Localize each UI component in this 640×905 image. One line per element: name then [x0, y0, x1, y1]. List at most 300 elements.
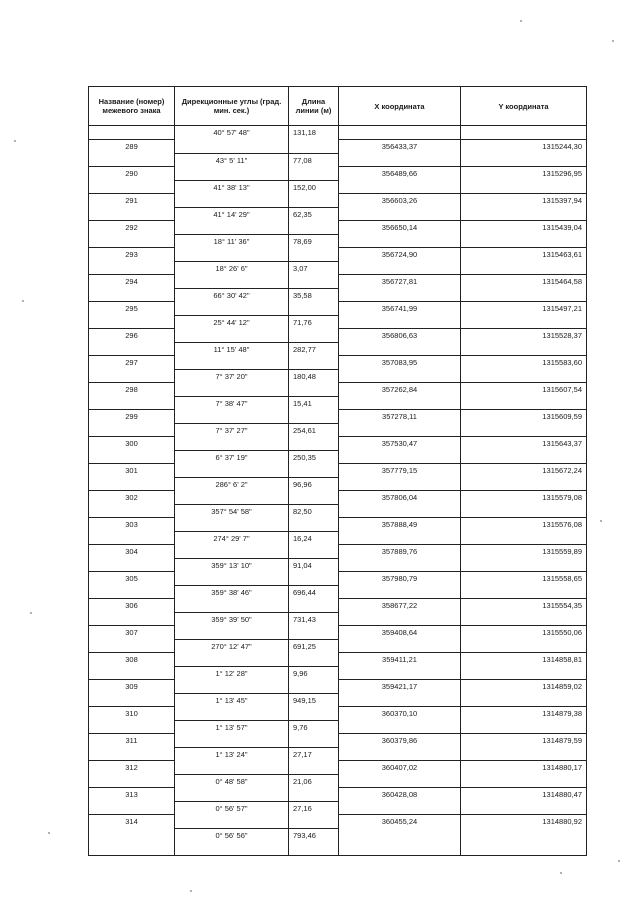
- line-length-cell: 82,50: [289, 504, 339, 518]
- empty-cell: [289, 626, 339, 640]
- y-coordinate-cell: 1315554,35: [461, 599, 587, 613]
- empty-cell: [339, 261, 461, 275]
- empty-cell: [175, 599, 289, 613]
- scan-speck: [14, 140, 16, 142]
- table-row: [89, 761, 587, 775]
- empty-cell: [175, 140, 289, 154]
- empty-cell: [461, 261, 587, 275]
- empty-cell: [89, 666, 175, 680]
- empty-cell: [175, 653, 289, 667]
- mark-name-cell: 290: [89, 167, 175, 181]
- x-coordinate-cell: 357806,04: [339, 491, 461, 505]
- empty-cell: [289, 410, 339, 424]
- line-length-cell: 96,96: [289, 477, 339, 491]
- y-coordinate-cell: 1314880,17: [461, 761, 587, 775]
- line-length-cell: 282,77: [289, 342, 339, 356]
- line-length-cell: 27,16: [289, 801, 339, 815]
- x-coordinate-cell: 357530,47: [339, 437, 461, 451]
- x-coordinate-cell: 360379,86: [339, 734, 461, 748]
- header-x-coordinate: X координата: [339, 87, 461, 126]
- mark-name-cell: 310: [89, 707, 175, 721]
- mark-name-cell: 293: [89, 248, 175, 262]
- table-row: [89, 585, 587, 599]
- empty-cell: [89, 801, 175, 815]
- direction-angle-cell: 359° 39' 50": [175, 612, 289, 626]
- empty-cell: [175, 410, 289, 424]
- table-row: [89, 423, 587, 437]
- empty-cell: [339, 558, 461, 572]
- table-row: [89, 572, 587, 586]
- x-coordinate-cell: 359411,21: [339, 653, 461, 667]
- empty-cell: [289, 302, 339, 316]
- direction-angle-cell: 18° 11' 36": [175, 234, 289, 248]
- x-coordinate-cell: 356650,14: [339, 221, 461, 235]
- scan-speck: [612, 40, 614, 42]
- header-line-length: Длина линии (м): [289, 87, 339, 126]
- line-length-cell: 3,07: [289, 261, 339, 275]
- empty-cell: [339, 369, 461, 383]
- scan-speck: [600, 520, 602, 522]
- table-row: [89, 680, 587, 694]
- x-coordinate-cell: 357779,15: [339, 464, 461, 478]
- empty-cell: [461, 842, 587, 856]
- empty-cell: [289, 734, 339, 748]
- empty-cell: [461, 342, 587, 356]
- table-row: [89, 653, 587, 667]
- line-length-cell: 131,18: [289, 126, 339, 140]
- y-coordinate-cell: 1315583,60: [461, 356, 587, 370]
- empty-cell: [89, 342, 175, 356]
- empty-cell: [461, 315, 587, 329]
- empty-cell: [89, 477, 175, 491]
- y-coordinate-cell: 1315439,04: [461, 221, 587, 235]
- x-coordinate-cell: 358677,22: [339, 599, 461, 613]
- empty-cell: [461, 288, 587, 302]
- scan-speck: [618, 860, 620, 862]
- table-row: [89, 545, 587, 559]
- empty-cell: [339, 747, 461, 761]
- direction-angle-cell: 1° 12' 28": [175, 666, 289, 680]
- empty-cell: [289, 194, 339, 208]
- x-coordinate-cell: 356741,99: [339, 302, 461, 316]
- direction-angle-cell: 43° 5' 11": [175, 153, 289, 167]
- empty-cell: [89, 369, 175, 383]
- x-coordinate-cell: 356727,81: [339, 275, 461, 289]
- y-coordinate-cell: 1315579,08: [461, 491, 587, 505]
- table-row: [89, 167, 587, 181]
- empty-cell: [175, 329, 289, 343]
- line-length-cell: 27,17: [289, 747, 339, 761]
- mark-name-cell: 313: [89, 788, 175, 802]
- empty-cell: [175, 707, 289, 721]
- table-row: [89, 437, 587, 451]
- direction-angle-cell: 0° 56' 57": [175, 801, 289, 815]
- empty-cell: [461, 612, 587, 626]
- table-row: [89, 707, 587, 721]
- line-length-cell: 696,44: [289, 585, 339, 599]
- direction-angle-cell: 274° 29' 7": [175, 531, 289, 545]
- empty-cell: [461, 477, 587, 491]
- table-row: [89, 140, 587, 154]
- empty-cell: [461, 396, 587, 410]
- table-row: [89, 207, 587, 221]
- direction-angle-cell: 11° 15' 48": [175, 342, 289, 356]
- empty-cell: [461, 531, 587, 545]
- empty-cell: [175, 167, 289, 181]
- empty-cell: [339, 234, 461, 248]
- direction-angle-cell: 25° 44' 12": [175, 315, 289, 329]
- table-row: [89, 180, 587, 194]
- empty-cell: [175, 221, 289, 235]
- empty-cell: [461, 153, 587, 167]
- table-row: [89, 720, 587, 734]
- empty-cell: [339, 396, 461, 410]
- empty-cell: [289, 491, 339, 505]
- table-row: [89, 329, 587, 343]
- mark-name-cell: 295: [89, 302, 175, 316]
- mark-name-cell: 311: [89, 734, 175, 748]
- empty-cell: [175, 815, 289, 829]
- x-coordinate-cell: 360428,08: [339, 788, 461, 802]
- x-coordinate-cell: 357278,11: [339, 410, 461, 424]
- x-coordinate-cell: 360455,24: [339, 815, 461, 829]
- empty-cell: [461, 666, 587, 680]
- table-body: [89, 126, 587, 856]
- empty-cell: [89, 828, 175, 842]
- table-row: [89, 558, 587, 572]
- table-row: [89, 504, 587, 518]
- empty-cell: [461, 828, 587, 842]
- direction-angle-cell: 0° 56' 56": [175, 828, 289, 842]
- x-coordinate-cell: 356433,37: [339, 140, 461, 154]
- direction-angle-cell: 357° 54' 58": [175, 504, 289, 518]
- empty-cell: [339, 639, 461, 653]
- empty-cell: [339, 180, 461, 194]
- scan-speck: [48, 832, 50, 834]
- empty-cell: [339, 126, 461, 140]
- table-row: [89, 275, 587, 289]
- line-length-cell: 152,00: [289, 180, 339, 194]
- empty-cell: [461, 774, 587, 788]
- line-length-cell: 35,58: [289, 288, 339, 302]
- table-row: [89, 612, 587, 626]
- empty-cell: [289, 329, 339, 343]
- empty-cell: [289, 707, 339, 721]
- header-mark-name: Название (номер) межевого знака: [89, 87, 175, 126]
- empty-cell: [175, 518, 289, 532]
- empty-cell: [461, 234, 587, 248]
- y-coordinate-cell: 1315607,54: [461, 383, 587, 397]
- line-length-cell: 949,15: [289, 693, 339, 707]
- table-row: [89, 788, 587, 802]
- line-length-cell: 91,04: [289, 558, 339, 572]
- scan-speck: [30, 612, 32, 614]
- empty-cell: [289, 464, 339, 478]
- x-coordinate-cell: 360407,02: [339, 761, 461, 775]
- empty-cell: [89, 612, 175, 626]
- empty-cell: [339, 531, 461, 545]
- table-row: [89, 828, 587, 842]
- y-coordinate-cell: 1315558,65: [461, 572, 587, 586]
- mark-name-cell: 289: [89, 140, 175, 154]
- empty-cell: [89, 234, 175, 248]
- table-row: [89, 342, 587, 356]
- empty-cell: [339, 504, 461, 518]
- line-length-cell: 15,41: [289, 396, 339, 410]
- y-coordinate-cell: 1314858,81: [461, 653, 587, 667]
- table-row: [89, 261, 587, 275]
- empty-cell: [175, 383, 289, 397]
- line-length-cell: 78,69: [289, 234, 339, 248]
- mark-name-cell: 306: [89, 599, 175, 613]
- line-length-cell: 71,76: [289, 315, 339, 329]
- table-row: [89, 248, 587, 262]
- empty-cell: [289, 545, 339, 559]
- scan-speck: [520, 20, 522, 22]
- mark-name-cell: 300: [89, 437, 175, 451]
- mark-name-cell: 301: [89, 464, 175, 478]
- mark-name-cell: 298: [89, 383, 175, 397]
- line-length-cell: 9,76: [289, 720, 339, 734]
- empty-cell: [339, 423, 461, 437]
- y-coordinate-cell: 1315244,30: [461, 140, 587, 154]
- table-row: [89, 626, 587, 640]
- empty-cell: [461, 450, 587, 464]
- empty-cell: [89, 774, 175, 788]
- empty-cell: [289, 356, 339, 370]
- table-row: [89, 815, 587, 829]
- table-row: [89, 234, 587, 248]
- table-row: [89, 774, 587, 788]
- header-y-coordinate: Y координата: [461, 87, 587, 126]
- table-row: [89, 315, 587, 329]
- y-coordinate-cell: 1315464,58: [461, 275, 587, 289]
- x-coordinate-cell: 360370,10: [339, 707, 461, 721]
- empty-cell: [289, 842, 339, 856]
- empty-cell: [89, 315, 175, 329]
- y-coordinate-cell: 1315550,06: [461, 626, 587, 640]
- empty-cell: [461, 423, 587, 437]
- empty-cell: [89, 720, 175, 734]
- table-row: [89, 221, 587, 235]
- direction-angle-cell: 41° 38' 13": [175, 180, 289, 194]
- empty-cell: [175, 842, 289, 856]
- mark-name-cell: 299: [89, 410, 175, 424]
- table-row: [89, 639, 587, 653]
- empty-cell: [339, 720, 461, 734]
- table-row: [89, 491, 587, 505]
- empty-cell: [339, 801, 461, 815]
- table-row: [89, 396, 587, 410]
- empty-cell: [89, 531, 175, 545]
- direction-angle-cell: 7° 37' 27": [175, 423, 289, 437]
- empty-cell: [89, 207, 175, 221]
- x-coordinate-cell: 357888,49: [339, 518, 461, 532]
- empty-cell: [461, 369, 587, 383]
- x-coordinate-cell: 357980,79: [339, 572, 461, 586]
- table-row: [89, 599, 587, 613]
- empty-cell: [461, 720, 587, 734]
- y-coordinate-cell: 1315296,95: [461, 167, 587, 181]
- empty-cell: [175, 545, 289, 559]
- empty-cell: [339, 477, 461, 491]
- y-coordinate-cell: 1315497,21: [461, 302, 587, 316]
- empty-cell: [89, 423, 175, 437]
- empty-cell: [461, 747, 587, 761]
- y-coordinate-cell: 1315609,59: [461, 410, 587, 424]
- boundary-coordinates-table: [88, 86, 587, 856]
- empty-cell: [339, 288, 461, 302]
- x-coordinate-cell: 357262,84: [339, 383, 461, 397]
- line-length-cell: 731,43: [289, 612, 339, 626]
- empty-cell: [175, 788, 289, 802]
- mark-name-cell: 294: [89, 275, 175, 289]
- empty-cell: [89, 504, 175, 518]
- line-length-cell: 9,96: [289, 666, 339, 680]
- empty-cell: [289, 680, 339, 694]
- table-row: [89, 288, 587, 302]
- empty-cell: [339, 342, 461, 356]
- empty-cell: [89, 639, 175, 653]
- empty-cell: [339, 774, 461, 788]
- empty-cell: [89, 693, 175, 707]
- mark-name-cell: 296: [89, 329, 175, 343]
- empty-cell: [339, 207, 461, 221]
- direction-angle-cell: 7° 38' 47": [175, 396, 289, 410]
- direction-angle-cell: 286° 6' 2": [175, 477, 289, 491]
- empty-cell: [175, 626, 289, 640]
- empty-cell: [175, 680, 289, 694]
- table-row: [89, 801, 587, 815]
- table-row: [89, 450, 587, 464]
- empty-cell: [289, 383, 339, 397]
- direction-angle-cell: 7° 37' 20": [175, 369, 289, 383]
- table-row: [89, 153, 587, 167]
- mark-name-cell: 309: [89, 680, 175, 694]
- empty-cell: [339, 666, 461, 680]
- empty-cell: [461, 558, 587, 572]
- empty-cell: [89, 126, 175, 140]
- empty-cell: [461, 180, 587, 194]
- line-length-cell: 16,24: [289, 531, 339, 545]
- mark-name-cell: 297: [89, 356, 175, 370]
- empty-cell: [461, 207, 587, 221]
- direction-angle-cell: 1° 13' 45": [175, 693, 289, 707]
- empty-cell: [289, 599, 339, 613]
- y-coordinate-cell: 1315397,94: [461, 194, 587, 208]
- empty-cell: [339, 153, 461, 167]
- line-length-cell: 691,25: [289, 639, 339, 653]
- empty-cell: [339, 315, 461, 329]
- direction-angle-cell: 1° 13' 24": [175, 747, 289, 761]
- empty-cell: [289, 761, 339, 775]
- table-row: [89, 356, 587, 370]
- direction-angle-cell: 18° 26' 6": [175, 261, 289, 275]
- x-coordinate-cell: 357889,76: [339, 545, 461, 559]
- empty-cell: [175, 491, 289, 505]
- empty-cell: [289, 518, 339, 532]
- y-coordinate-cell: 1314859,02: [461, 680, 587, 694]
- mark-name-cell: 314: [89, 815, 175, 829]
- direction-angle-cell: 359° 13' 10": [175, 558, 289, 572]
- direction-angle-cell: 0° 48' 58": [175, 774, 289, 788]
- mark-name-cell: 308: [89, 653, 175, 667]
- mark-name-cell: 304: [89, 545, 175, 559]
- empty-cell: [339, 450, 461, 464]
- y-coordinate-cell: 1314879,59: [461, 734, 587, 748]
- empty-cell: [175, 356, 289, 370]
- scan-speck: [22, 300, 24, 302]
- line-length-cell: 180,48: [289, 369, 339, 383]
- direction-angle-cell: 270° 12' 47": [175, 639, 289, 653]
- y-coordinate-cell: 1315559,89: [461, 545, 587, 559]
- empty-cell: [339, 828, 461, 842]
- direction-angle-cell: 6° 37' 19": [175, 450, 289, 464]
- empty-cell: [89, 180, 175, 194]
- empty-cell: [89, 558, 175, 572]
- direction-angle-cell: 41° 14' 29": [175, 207, 289, 221]
- x-coordinate-cell: 359421,17: [339, 680, 461, 694]
- table-row: [89, 693, 587, 707]
- line-length-cell: 254,61: [289, 423, 339, 437]
- empty-cell: [175, 761, 289, 775]
- table-row: [89, 383, 587, 397]
- mark-name-cell: 302: [89, 491, 175, 505]
- mark-name-cell: 307: [89, 626, 175, 640]
- empty-cell: [289, 140, 339, 154]
- empty-cell: [175, 464, 289, 478]
- line-length-cell: 250,35: [289, 450, 339, 464]
- table-row: [89, 126, 587, 140]
- empty-cell: [289, 275, 339, 289]
- scan-speck: [190, 890, 192, 892]
- empty-cell: [89, 747, 175, 761]
- empty-cell: [461, 639, 587, 653]
- table-row: [89, 747, 587, 761]
- empty-cell: [461, 693, 587, 707]
- y-coordinate-cell: 1315672,24: [461, 464, 587, 478]
- direction-angle-cell: 66° 30' 42": [175, 288, 289, 302]
- mark-name-cell: 305: [89, 572, 175, 586]
- table-row: [89, 410, 587, 424]
- empty-cell: [461, 801, 587, 815]
- empty-cell: [89, 450, 175, 464]
- empty-cell: [339, 585, 461, 599]
- y-coordinate-cell: 1314879,38: [461, 707, 587, 721]
- direction-angle-cell: 359° 38' 46": [175, 585, 289, 599]
- x-coordinate-cell: 356806,63: [339, 329, 461, 343]
- header-direction-angle: Дирекционные углы (град. мин. сек.): [175, 87, 289, 126]
- x-coordinate-cell: 356724,90: [339, 248, 461, 262]
- line-length-cell: 793,46: [289, 828, 339, 842]
- line-length-cell: 77,08: [289, 153, 339, 167]
- table-row: [89, 734, 587, 748]
- empty-cell: [175, 572, 289, 586]
- empty-cell: [289, 815, 339, 829]
- empty-cell: [339, 842, 461, 856]
- line-length-cell: 21,06: [289, 774, 339, 788]
- y-coordinate-cell: 1315643,37: [461, 437, 587, 451]
- empty-cell: [89, 396, 175, 410]
- empty-cell: [461, 585, 587, 599]
- mark-name-cell: 291: [89, 194, 175, 208]
- y-coordinate-cell: 1315528,37: [461, 329, 587, 343]
- empty-cell: [339, 612, 461, 626]
- x-coordinate-cell: 356489,66: [339, 167, 461, 181]
- empty-cell: [289, 437, 339, 451]
- table-row: [89, 464, 587, 478]
- empty-cell: [289, 167, 339, 181]
